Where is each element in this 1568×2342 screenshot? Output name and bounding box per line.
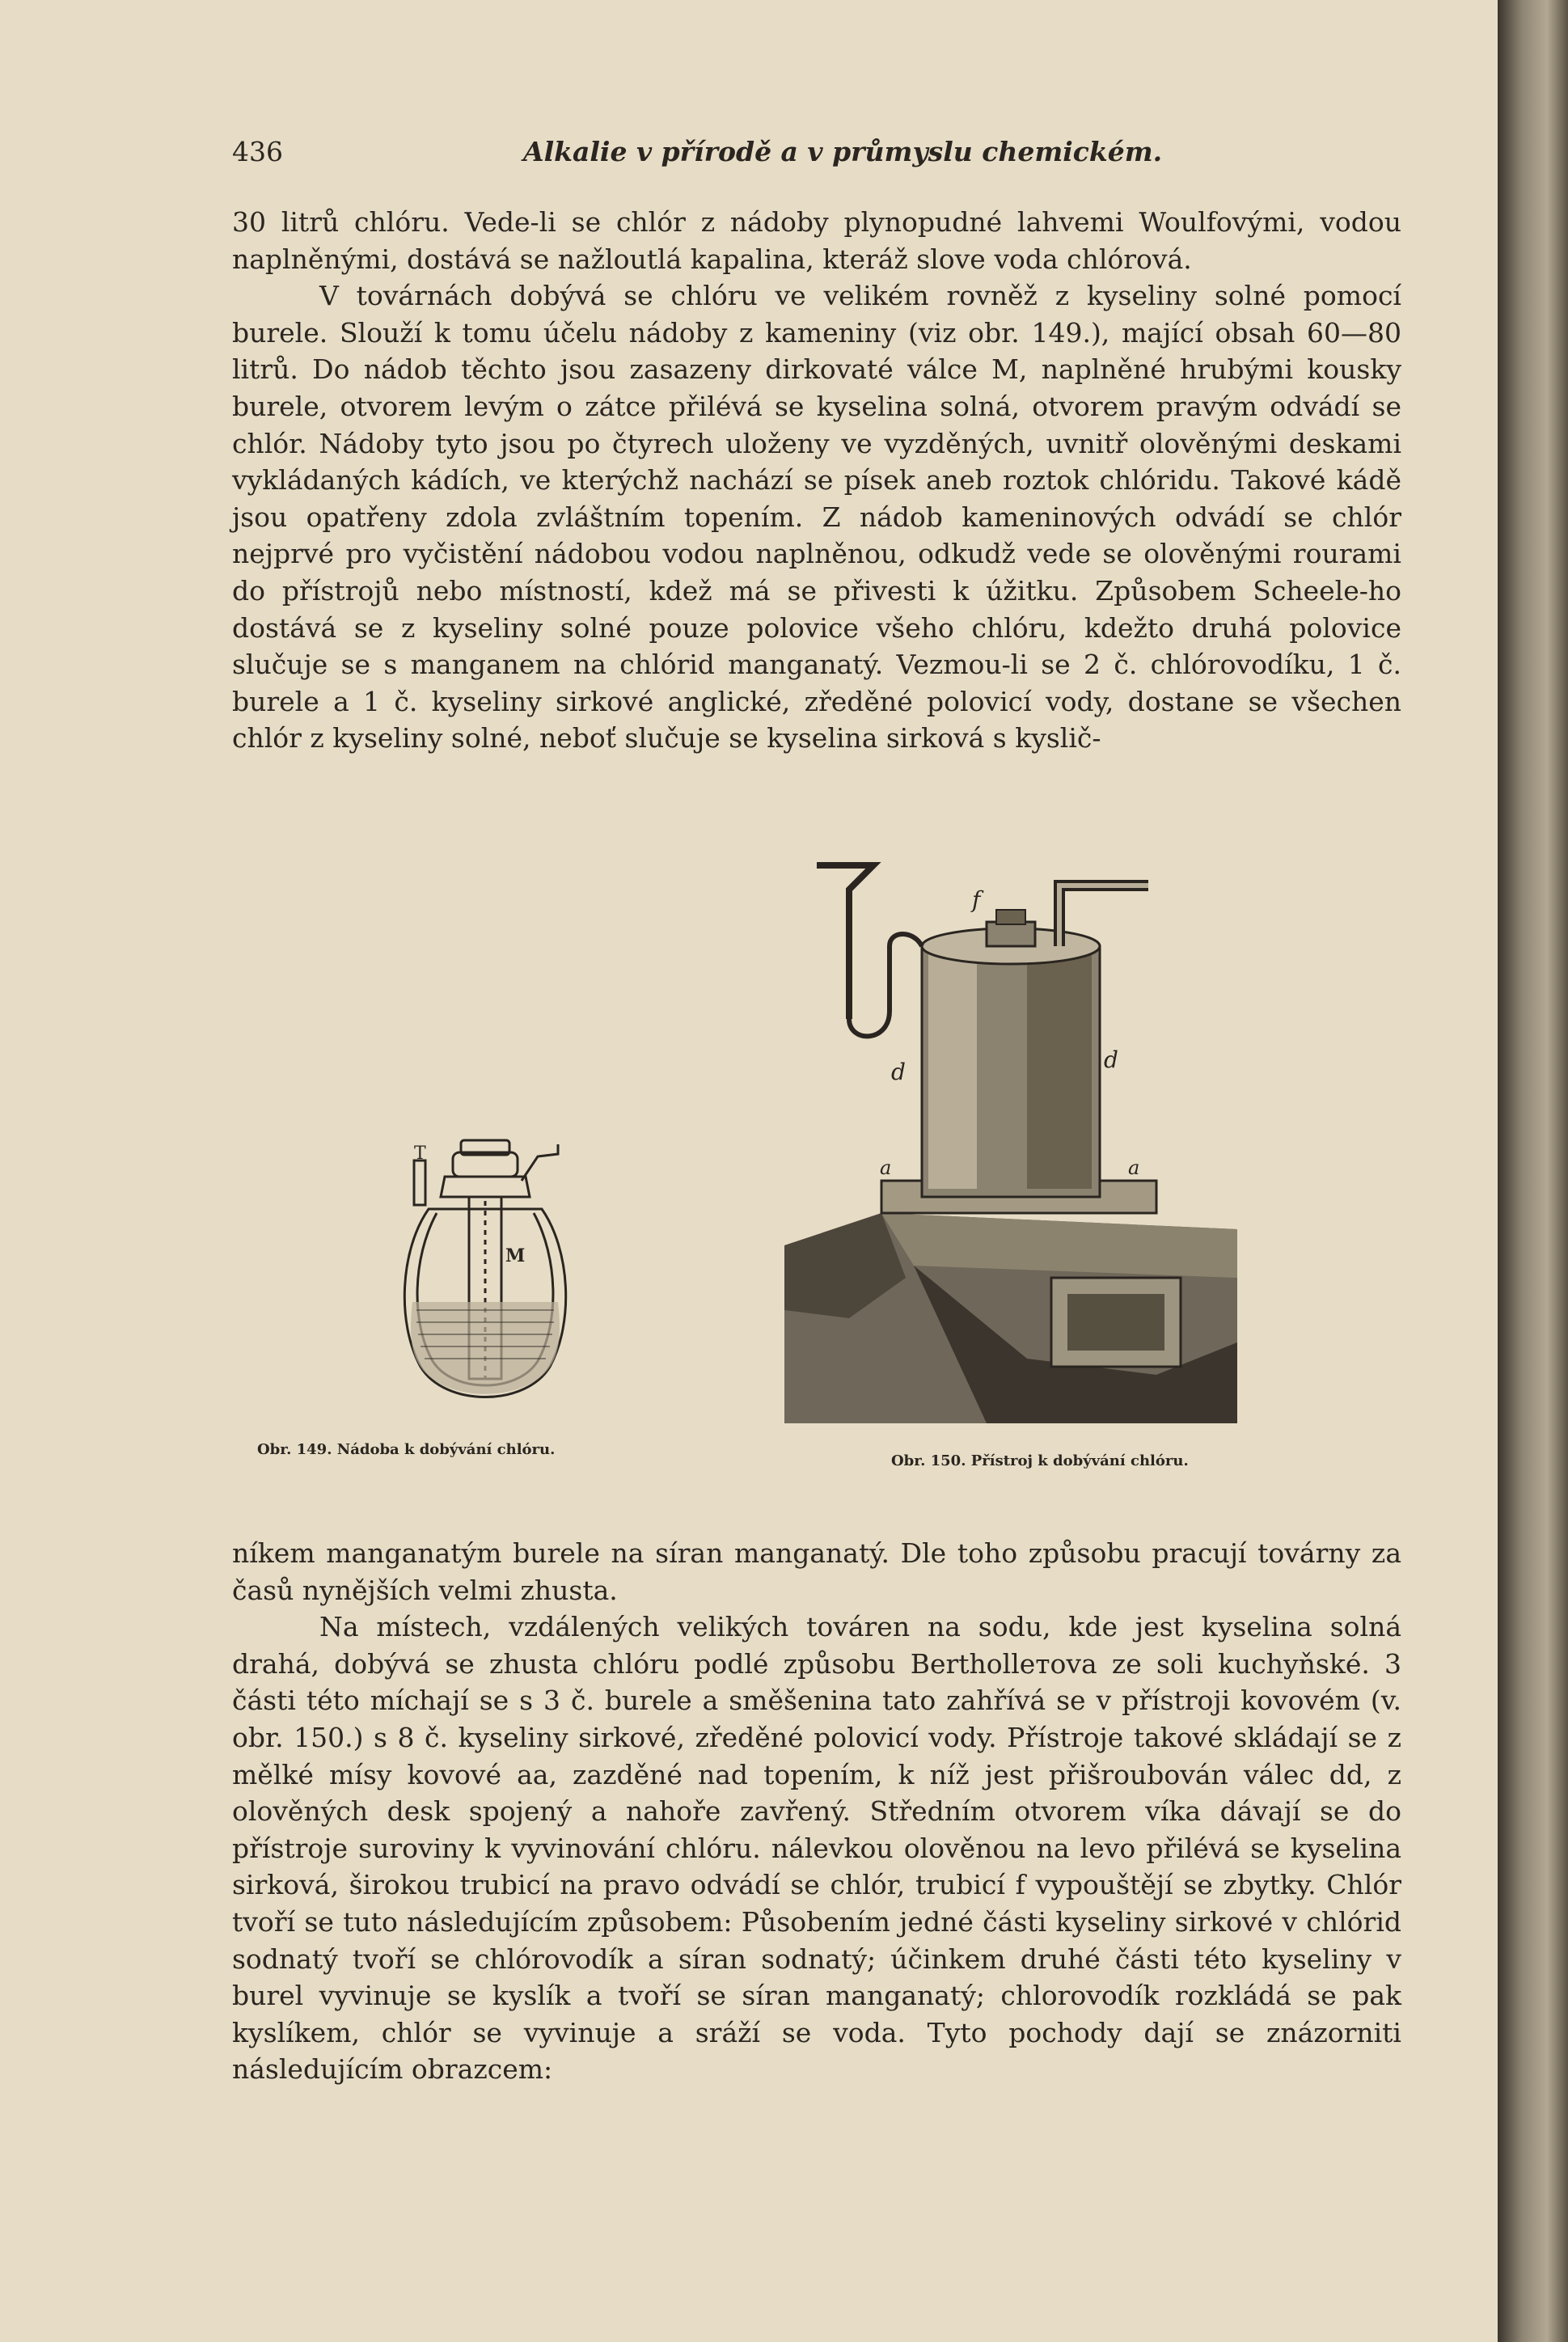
paragraph: 30 litrů chlóru. Vede-li se chlór z nádoby plynopudné lahvemi Woulfovými, vodou naplněnými, dostává se nažloutlá kapalina, kteráž slove voda chlórová. bbox=[232, 206, 1401, 275]
figure-150-label-d-left: d bbox=[891, 1059, 906, 1085]
body-text-top bbox=[232, 204, 1401, 757]
figure-150-label-a-right: a bbox=[1128, 1156, 1140, 1179]
figure-149-label-m: M bbox=[505, 1245, 526, 1266]
page-header bbox=[232, 136, 1461, 171]
paragraph: níkem manganatým burele na síran manganatý. Dle toho způsobu pracují továrny za časů nynějších velmi zhusta. bbox=[232, 1537, 1401, 1606]
figure-149-caption: Obr. 149. Nádoba k dobývání chlóru. bbox=[257, 1441, 556, 1458]
figure-150-label-a-left: a bbox=[880, 1156, 892, 1179]
figure-150-apparatus-illustration bbox=[784, 857, 1237, 1423]
figure-149-label-t: T bbox=[414, 1144, 426, 1164]
paragraph: Na místech, vzdálených velikých továren na sodu, kde jest kyselina solná drahá, dobývá se zhusta chlóru podlé způsobu Berthollетova ze soli kuchyňské. 3 části této míchají se s 3 č. burele a směšenina tato zahřívá se v přístroji kovovém (v. obr. 150.) s 8 č. kyseliny sirkové, zředěné polovicí vody. Přístroje takové skládají se z mělké mísy kovové aa, zazděné nad topením, k níž jest přišroubován válec dd, z olověných desk spojený a nahoře zavřený. Středním otvorem víka dávají se do přístroje suroviny k vyvinování chlóru. nálevkou olověnou na levo přilévá se kyselina sirková, širokou trubicí na pravo odvádí se chlór, trubicí f vypouštějí se zbytky. Chlór tvoří se tuto následujícím způsobem: Působením jedné části kyseliny sirkové v chlórid sodnatý tvoří se chlórovodík a síran sodnatý; účinkem druhé části této kyseliny v burel vyvinuje se kyslík a tvoří se síran manganatý; chlorovodík rozkládá se pak kyslíkem, chlór se vyvinuje a sráží se voda. Tyto pochody dají se znázorniti následujícím obrazcem: bbox=[232, 1611, 1401, 2086]
running-title: Alkalie v přírodě a v průmyslu chemickém. bbox=[523, 136, 1163, 167]
figure-149-vessel-illustration bbox=[396, 1136, 574, 1415]
body-text-bottom bbox=[232, 1535, 1401, 2088]
figure-150-caption: Obr. 150. Přístroj k dobývání chlóru. bbox=[891, 1452, 1189, 1469]
paragraph: V továrnách dobývá se chlóru ve velikém rovněž z kyseliny solné pomocí burele. Slouží k tomu účelu nádoby z kameniny (viz obr. 149.), mající obsah 60—80 litrů. Do nádob těchto jsou zasazeny dirkovaté válce M, naplněné hrubými kousky burele, otvorem levým o zátce přilévá se kyselina solná, otvorem pravým odvádí se chlór. Nádoby tyto jsou po čtyrech uloženy ve vyzděných, uvnitř olověnými deskami vykládaných kádích, ve kterýchž nachází se písek aneb roztok chlóridu. Takové kádě jsou opatřeny zdola zvláštním topením. Z nádob kameninových odvádí se chlór nejprvé pro vyčistění nádobou vodou naplněnou, odkudž vede se olověnými rourami do přístrojů nebo místností, kdež má se přivesti k úžitku. Způsobem Scheele-ho dostává se z kyseliny solné pouze polovice všeho chlóru, kdežto druhá polovice slučuje se s manganem na chlórid manganatý. Vezmou-li se 2 č. chlórovodíku, 1 č. burele a 1 č. kyseliny sirkové anglické, zředěné polovicí vody, dostane se všechen chlór z kyseliny solné, neboť slučuje se kyselina sirková s kyslič- bbox=[232, 280, 1401, 755]
page-number: 436 bbox=[232, 136, 283, 167]
book-spine-edge bbox=[1498, 0, 1568, 2342]
figure-150-label-f: f bbox=[972, 886, 981, 913]
figure-150-label-d-right: d bbox=[1104, 1046, 1118, 1073]
